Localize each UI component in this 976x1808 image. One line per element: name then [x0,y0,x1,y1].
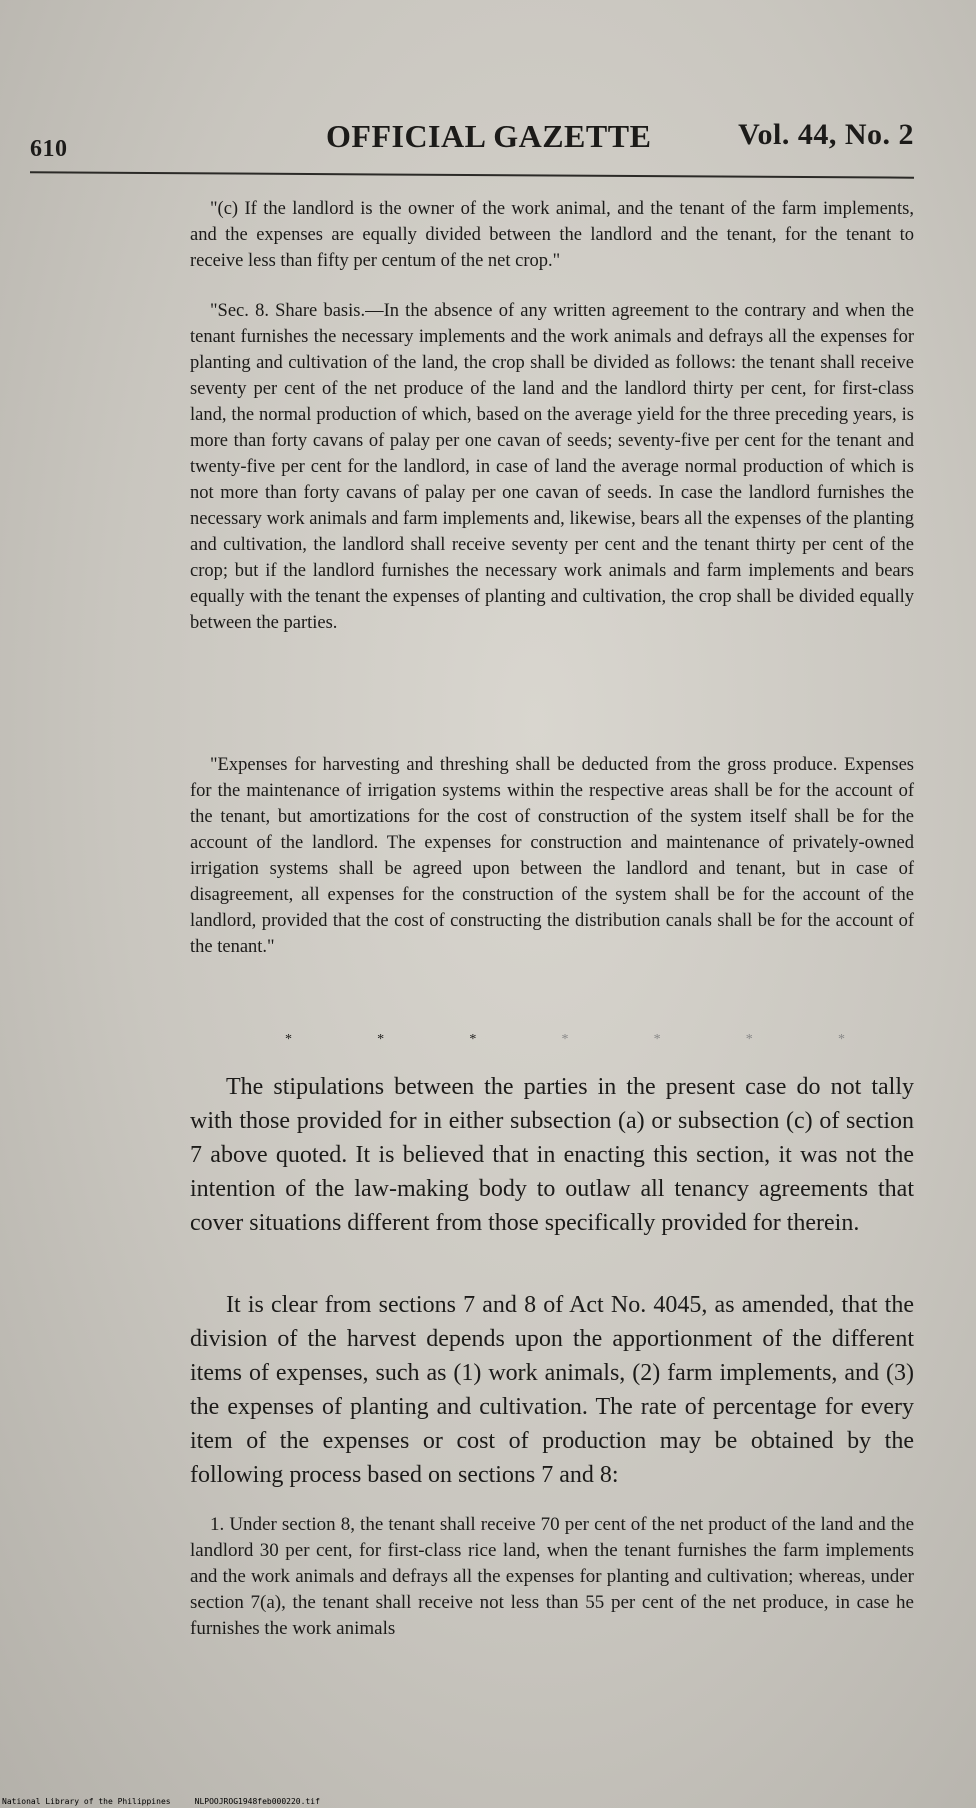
star: * [285,1032,292,1047]
body-paragraph-sections: It is clear from sections 7 and 8 of Act No. 4045, as amended, that the division of the harvest depends upon the apportionment of the different items of expenses, such as (1) work animals, (2) farm implements, and (3) the expenses of planting and cultivation. The rate of percentage for every item of the expenses or cost of production may be obtained by the following process based on sections 7 and 8: [190,1292,914,1488]
star: * [837,1032,845,1047]
header-rule [30,171,914,178]
quoted-paragraph-c: "(c) If the landlord is the owner of the work animal, and the tenant of the farm implements, and the expenses are equally divided between the landlord and the tenant, for the tenant to receive less than fifty per centum of the net crop." [190,199,914,271]
star: * [653,1032,661,1047]
star: * [377,1032,385,1047]
quoted-section-8: "Sec. 8. Share basis.—In the absence of any written agreement to the contrary and when the tenant furnishes the necessary implements and the work animals and defrays all the expenses for planting and cultivation of the land, the crop shall be divided as follows: the tenant shall receive seventy per cent of the net produce of the land and the landlord thirty per cent, for first-class land, the normal production of which, based on the average yield for the three preceding years, is more than forty cavans of palay per one cavan of seeds; seventy-five per cent for the tenant and twenty-five per cent for the landlord, in case of land the average normal production of which is not more than forty cavans of palay per one cavan of seeds. In case the landlord furnishes the necessary work animals and farm implements and, likewise, bears all the expenses of the planting and cultivation, the landlord shall receive seventy per cent and the tenant thirty per cent of the crop; but if the landlord furnishes the necessary work animals and farm implements and bears equally with the tenant the expenses of planting and cultivation, the crop shall be divided equally between the parties. [190,301,914,633]
body-paragraph-stipulations: The stipulations between the parties in the present case do not tally with those provided for in either subsection (a) or subsection (c) of section 7 above quoted. It is believed that in enacting this section, it was not the intention of the law-making body to outlaw all tenancy agreements that cover situations different from those specifically provided for therein. [190,1074,914,1236]
star: * [469,1032,477,1047]
star: * [745,1032,753,1047]
page-number: 610 [30,136,68,162]
ellipsis-stars [285,1032,845,1048]
quoted-expenses-paragraph: "Expenses for harvesting and threshing shall be deducted from the gross produce. Expenses for the maintenance of irrigation systems within the respective areas shall be for the account of the tenant, but amortizations for the cost of construction of the system itself shall be for the account of the landlord. The expenses for construction and maintenance of privately-owned irrigation systems shall be agreed upon between the landlord and tenant, but in case of disagreement, all expenses for the construction of the system shall be for the account of the landlord, provided that the cost of constructing the distribution canals shall be for the account of the tenant." [190,755,914,957]
page-header [30,118,914,166]
star: * [561,1032,569,1047]
volume-number: Vol. 44, No. 2 [738,118,914,151]
numbered-item-1: 1. Under section 8, the tenant shall receive 70 per cent of the net product of the land and the landlord 30 per cent, for first-class rice land, when the tenant furnishes the farm implements and the work animals and defrays all the expenses for planting and cultivation; whereas, under section 7(a), the tenant shall receive not less than 55 per cent of the net produce, in case he furnishes the work animals [190,1514,914,1639]
scan-footer: National Library of the Philippines NLPOOJROG1948feb000220.tif [2,1797,320,1806]
publication-title: OFFICIAL GAZETTE [326,118,652,154]
